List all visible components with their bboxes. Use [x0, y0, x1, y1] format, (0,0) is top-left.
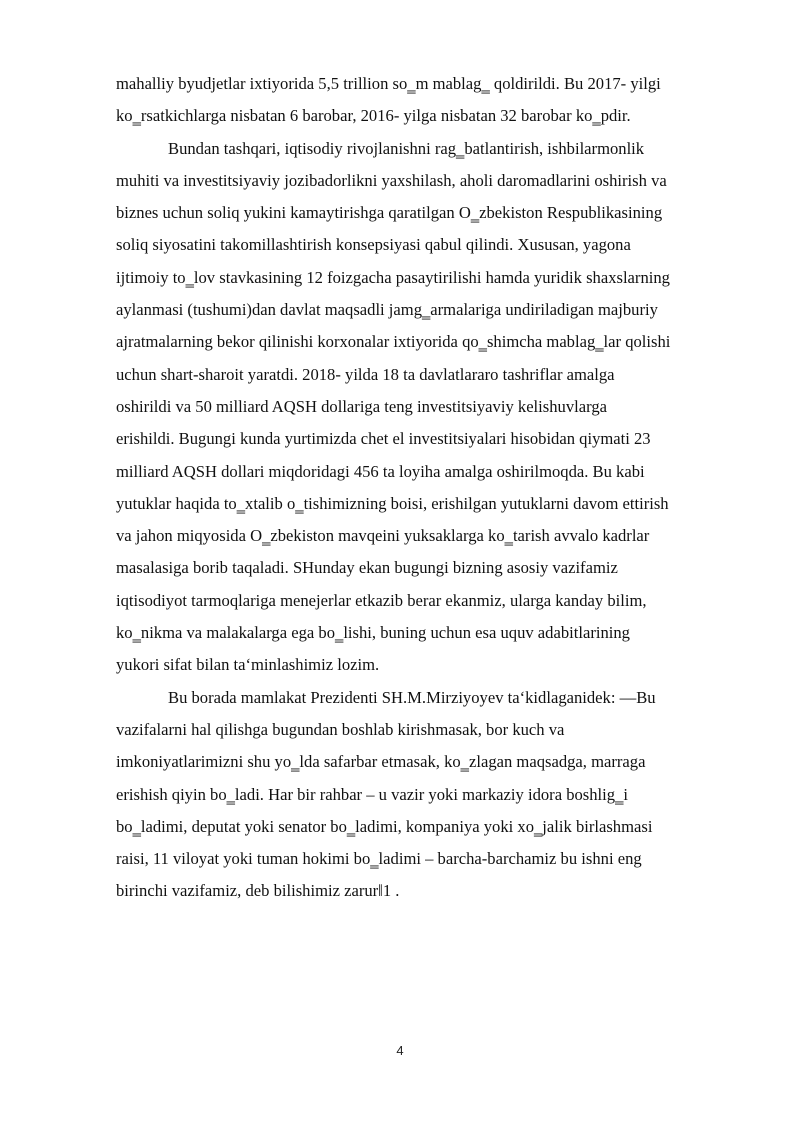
- text-line: erishish qiyin bo‗ladi. Har bir rahbar – u vazir yoki markaziy idora boshlig‗i: [116, 784, 628, 804]
- text-line: vazifalarni hal qilishga bugundan boshlab kirishmasak, bor kuch va: [116, 719, 565, 739]
- text-line: aylanmasi (tushumi)dan davlat maqsadli jamg‗armalariga undiriladigan majburiy: [116, 300, 658, 320]
- text-line: birinchi vazifamiz, deb bilishimiz zarur‖1 .: [116, 881, 400, 901]
- paragraph-1: [116, 68, 756, 133]
- page-number: 4: [396, 1043, 404, 1058]
- text-line: masalasiga borib taqaladi. SHunday ekan bugungi bizning asosiy vazifamiz: [116, 558, 618, 578]
- text-line: ajratmalarning bekor qilinishi korxonalar ixtiyorida qo‗shimcha mablag‗lar qolishi: [116, 332, 671, 352]
- text-line: erishildi. Bugungi kunda yurtimizda chet el investitsiyalari hisobidan qiymati 23: [116, 429, 651, 449]
- text-line: va jahon miqyosida O‗zbekiston mavqeini yuksaklarga ko‗tarish avvalo kadrlar: [116, 526, 650, 546]
- text-line: imkoniyatlarimizni shu yo‗lda safarbar etmasak, ko‗zlagan maqsadga, marraga: [116, 752, 646, 772]
- text-line: iqtisodiyot tarmoqlariga menejerlar etkazib berar ekanmiz, ularga kanday bilim,: [116, 590, 647, 610]
- paragraph-3: [116, 682, 756, 908]
- text-line: Bundan tashqari, iqtisodiy rivojlanishni rag‗batlantirish, ishbilarmonlik: [168, 138, 645, 158]
- text-line: uchun shart-sharoit yaratdi. 2018- yilda 18 ta davlatlararo tashriflar amalga: [116, 364, 615, 384]
- text-line: ko‗nikma va malakalarga ega bo‗lishi, buning uchun esa uquv adabitlarining: [116, 623, 630, 643]
- text-line: oshirildi va 50 milliard AQSH dollariga teng investitsiyaviy kelishuvlarga: [116, 396, 607, 416]
- text-line: milliard AQSH dollari miqdoridagi 456 ta loyiha amalga oshirilmoqda. Bu kabi: [116, 461, 645, 481]
- document-body: [116, 68, 756, 908]
- text-line: soliq siyosatini takomillashtirish konsepsiyasi qabul qilindi. Xususan, yagona: [116, 235, 631, 255]
- text-line: mahalliy byudjetlar ixtiyorida 5,5 trillion so‗m mablag‗ qoldirildi. Bu 2017- yilgi: [116, 74, 661, 93]
- text-line: bo‗ladimi, deputat yoki senator bo‗ladimi, kompaniya yoki xo‗jalik birlashmasi: [116, 816, 653, 836]
- text-line: muhiti va investitsiyaviy jozibadorlikni yaxshilash, aholi daromadlarini oshirish va: [116, 170, 667, 190]
- text-line: raisi, 11 viloyat yoki tuman hokimi bo‗ladimi – barcha-barchamiz bu ishni eng: [116, 849, 642, 869]
- paragraph-2: [116, 133, 756, 682]
- text-line: biznes uchun soliq yukini kamaytirishga qaratilgan O‗zbekiston Respublikasining: [116, 203, 663, 223]
- text-line: yutuklar haqida to‗xtalib o‗tishimizning boisi, erishilgan yutuklarni davom ettirish: [116, 493, 669, 513]
- text-line: yukori sifat bilan ta‘minlashimiz lozim.: [116, 655, 380, 675]
- text-line: ijtimoiy to‗lov stavkasining 12 foizgacha pasaytirilishi hamda yuridik shaxslarning: [116, 267, 670, 287]
- text-line: Bu borada mamlakat Prezidenti SH.M.Mirziyoyev ta‘kidlaganidek: ―Bu: [168, 687, 656, 707]
- text-line: ko‗rsatkichlarga nisbatan 6 barobar, 2016- yilga nisbatan 32 barobar ko‗pdir.: [116, 106, 631, 126]
